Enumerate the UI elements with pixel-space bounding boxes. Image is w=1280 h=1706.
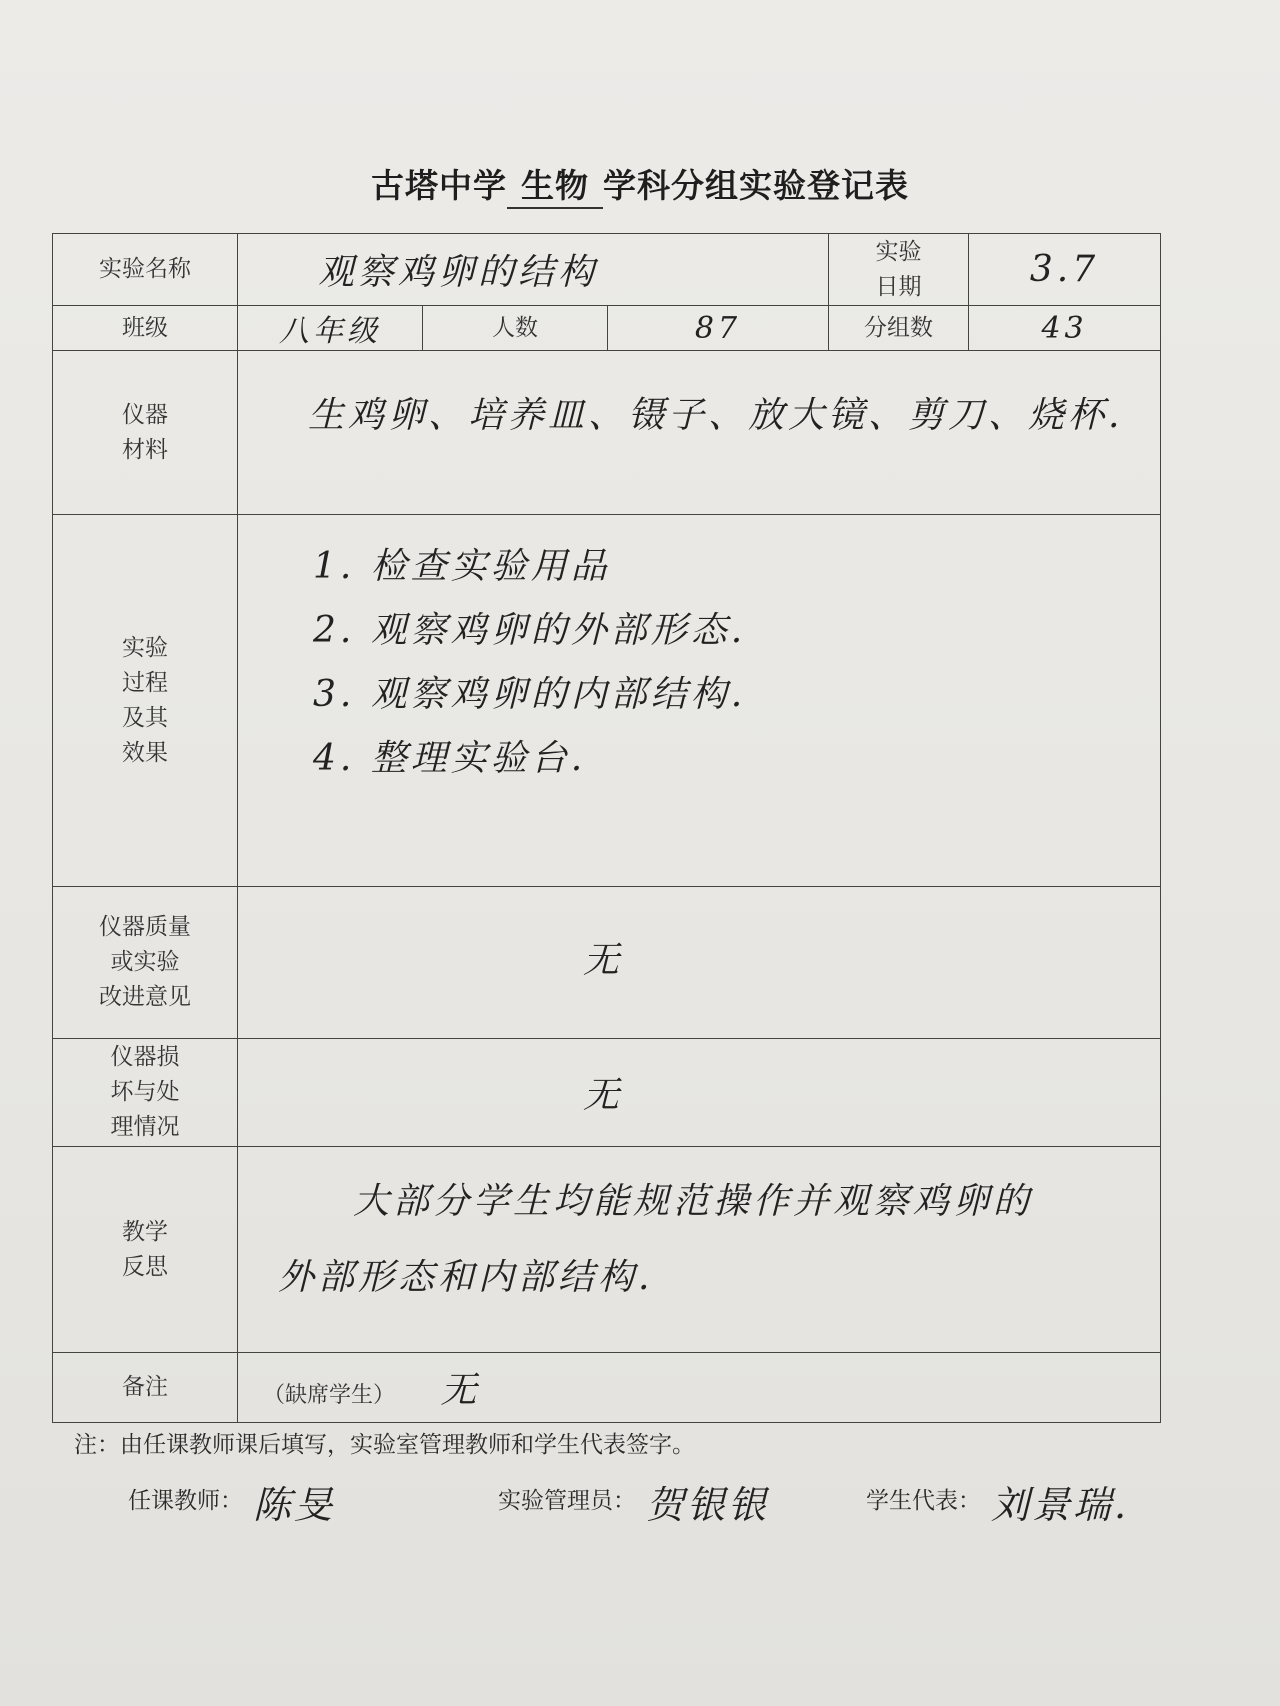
- row-remarks: [53, 1353, 1161, 1423]
- damage-label: [53, 1039, 238, 1147]
- process-label-line-1: 实验: [122, 634, 168, 661]
- process-label-line-4: 效果: [122, 739, 168, 766]
- reflection-value: [238, 1147, 1161, 1353]
- admin-signature: 贺银银: [646, 1483, 770, 1527]
- admin-label: 实验管理员：: [498, 1488, 636, 1514]
- row-class-info: [53, 306, 1161, 351]
- form-name: 学科分组实验登记表: [603, 166, 909, 205]
- group-count-value: 43: [969, 306, 1161, 351]
- experiment-date-value: 3.7: [969, 234, 1161, 306]
- form-note: 注：由任课教师课后填写，实验室管理教师和学生代表签字。: [74, 1432, 695, 1458]
- subject-field: 生物: [507, 160, 603, 209]
- quality-label-line-2: 或实验: [110, 949, 180, 975]
- materials-label-line-1: 仪器: [122, 401, 168, 428]
- row-process: [53, 515, 1161, 887]
- student-label: 学生代表：: [866, 1488, 981, 1514]
- student-signature-block: [866, 1474, 1129, 1529]
- damage-value: 无: [238, 1039, 1161, 1147]
- process-label: [53, 515, 238, 887]
- process-step: 4. 整理实验台.: [313, 738, 587, 779]
- registration-table: [52, 233, 1161, 1423]
- reflection-line-2: 外部形态和内部结构.: [278, 1256, 654, 1298]
- quality-label-line-1: 仪器质量: [99, 914, 191, 940]
- process-steps: [238, 515, 1161, 887]
- form-title: [0, 160, 1280, 209]
- absent-students-label: （缺席学生）: [263, 1383, 396, 1408]
- reflection-label-line-2: 反思: [122, 1253, 168, 1280]
- row-materials: [53, 351, 1161, 515]
- teacher-signature-block: [128, 1474, 335, 1529]
- student-count-label: 人数: [423, 306, 608, 351]
- reflection-line-1: 大部分学生均能规范操作并观察鸡卵的: [353, 1180, 1034, 1222]
- admin-signature-block: [498, 1474, 769, 1529]
- class-label: 班级: [53, 306, 238, 351]
- quality-label-line-3: 改进意见: [99, 984, 191, 1010]
- date-label-line-2: 日期: [875, 273, 922, 300]
- school-name: 古塔中学: [371, 166, 507, 205]
- remarks-label: 备注: [53, 1353, 238, 1423]
- row-experiment-name: [53, 234, 1161, 306]
- student-signature: 刘景瑞.: [991, 1483, 1130, 1527]
- date-label-line-1: 实验: [875, 238, 922, 265]
- reflection-label: [53, 1147, 238, 1353]
- process-step: 2. 观察鸡卵的外部形态.: [313, 610, 747, 651]
- quality-value: 无: [238, 887, 1161, 1039]
- process-step: 3. 观察鸡卵的内部结构.: [313, 674, 747, 715]
- materials-label: [53, 351, 238, 515]
- materials-label-line-2: 材料: [122, 436, 168, 463]
- process-label-line-2: 过程: [122, 669, 168, 696]
- teacher-label: 任课教师：: [128, 1488, 243, 1514]
- materials-value: 生鸡卵、培养皿、镊子、放大镜、剪刀、烧杯.: [238, 351, 1161, 515]
- experiment-name-value: 观察鸡卵的结构: [238, 234, 829, 306]
- process-step: 1. 检查实验用品: [313, 546, 611, 587]
- reflection-label-line-1: 教学: [122, 1218, 168, 1245]
- row-quality: [53, 887, 1161, 1039]
- process-label-line-3: 及其: [122, 704, 168, 731]
- damage-label-line-2: 坏与处: [110, 1079, 180, 1105]
- group-count-label: 分组数: [829, 306, 969, 351]
- remarks-value-cell: [238, 1353, 1161, 1423]
- student-count-value: 87: [608, 306, 829, 351]
- class-value: 八年级: [238, 306, 423, 351]
- row-reflection: [53, 1147, 1161, 1353]
- remarks-value: 无: [440, 1370, 481, 1411]
- row-damage: [53, 1039, 1161, 1147]
- damage-label-line-3: 理情况: [110, 1114, 180, 1140]
- experiment-date-label: [829, 234, 969, 306]
- teacher-signature: 陈旻: [253, 1483, 336, 1527]
- quality-label: [53, 887, 238, 1039]
- damage-label-line-1: 仪器损: [110, 1044, 180, 1070]
- experiment-name-label: 实验名称: [53, 234, 238, 306]
